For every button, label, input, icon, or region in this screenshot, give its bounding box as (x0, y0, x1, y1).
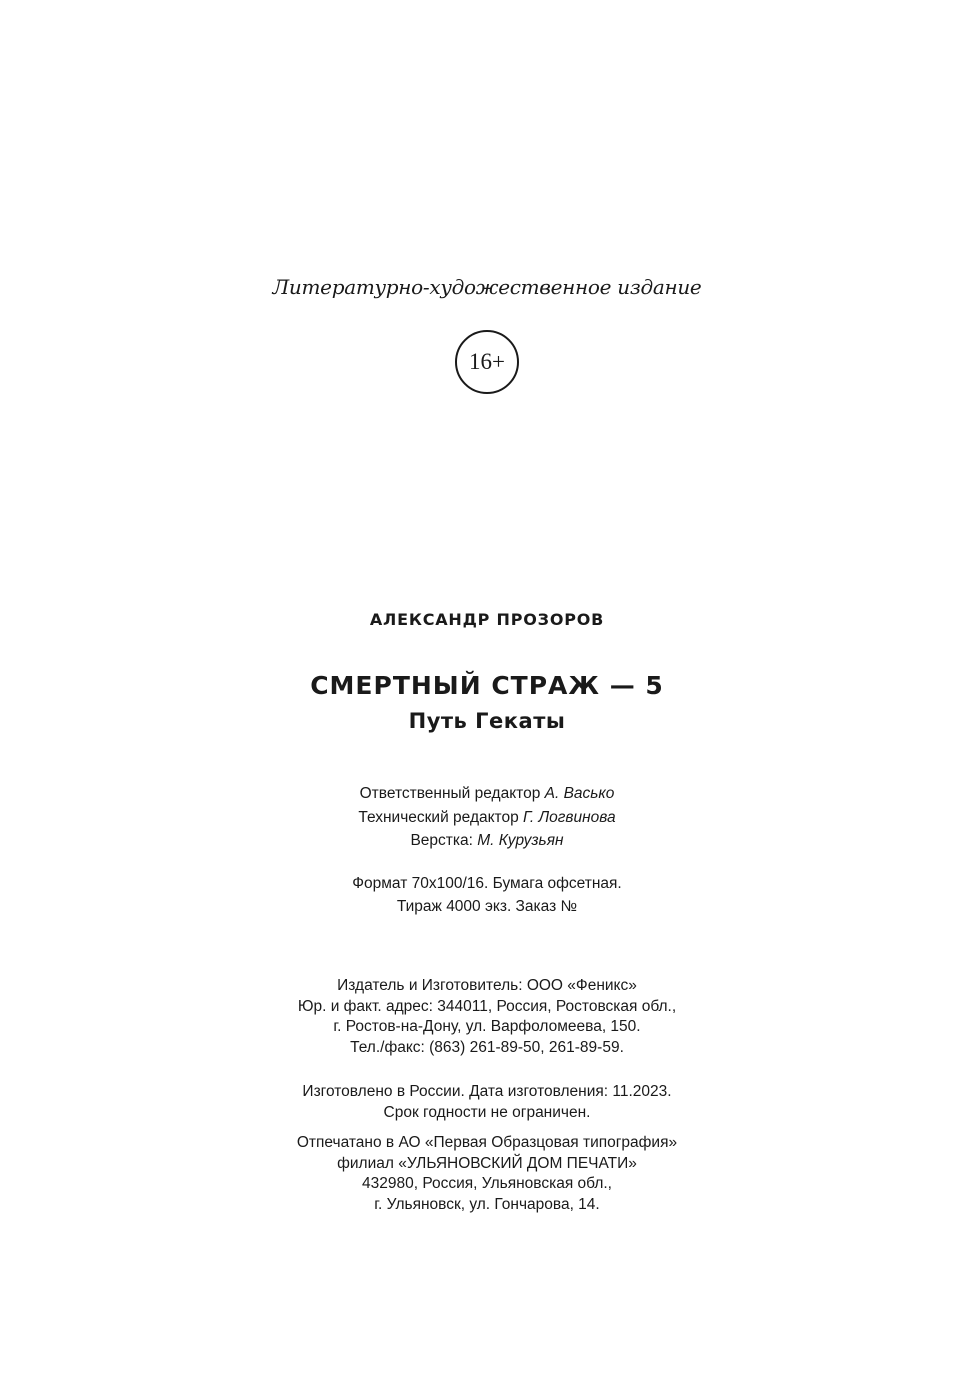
author-name: АЛЕКСАНДР ПРОЗОРОВ (369, 610, 605, 629)
manufacture-line: Изготовлено в России. Дата изготовления: 11.2023. (302, 1083, 672, 1100)
edition-type: Литературно-художественное издание (272, 275, 702, 299)
credit-person: А. Васько (544, 785, 615, 802)
publisher-line: Издатель и Изготовитель: ООО «Феникс» (337, 977, 637, 994)
credit-role: Ответственный редактор (359, 785, 545, 802)
credit-line-technical-editor (0, 806, 974, 830)
printer-branch-line: филиал «УЛЬЯНОВСКИЙ ДОМ ПЕЧАТИ» (337, 1154, 637, 1172)
credit-line-responsible-editor (0, 782, 974, 806)
age-rating-label: 16+ (469, 349, 505, 374)
manufacture-block (0, 1081, 974, 1123)
age-rating-badge (455, 330, 519, 394)
credit-line-layout (0, 829, 974, 853)
publisher-address-line: Юр. и факт. адрес: 344011, Россия, Ростовская обл., (297, 997, 677, 1015)
print-run-line: Тираж 4000 экз. Заказ № (396, 898, 578, 915)
shelf-life-line: Срок годности не ограничен. (383, 1104, 591, 1121)
publisher-address-line: г. Ростов-на-Дону, ул. Варфоломеева, 150. (333, 1018, 641, 1035)
book-subtitle: Путь Гекаты (408, 709, 566, 733)
format-block (0, 872, 974, 918)
printer-address-line: г. Ульяновск, ул. Гончарова, 14. (374, 1195, 600, 1213)
format-line: Формат 70x100/16. Бумага офсетная. (352, 875, 622, 892)
publisher-block (0, 976, 974, 1058)
credit-role: Технический редактор (358, 808, 524, 826)
printer-address-line: 432980, Россия, Ульяновская обл., (362, 1175, 612, 1192)
printer-line: Отпечатано в АО «Первая Образцовая типография» (296, 1134, 678, 1151)
credits-block (0, 782, 974, 853)
printer-block (0, 1133, 974, 1215)
credit-person: М. Курузьян (477, 832, 564, 849)
credit-role: Верстка: (410, 832, 478, 849)
book-title: СМЕРТНЫЙ СТРАЖ — 5 (310, 671, 664, 700)
publisher-phone-line: Тел./факс: (863) 261-89-50, 261-89-59. (350, 1038, 624, 1056)
credit-person: Г. Логвинова (523, 808, 616, 826)
